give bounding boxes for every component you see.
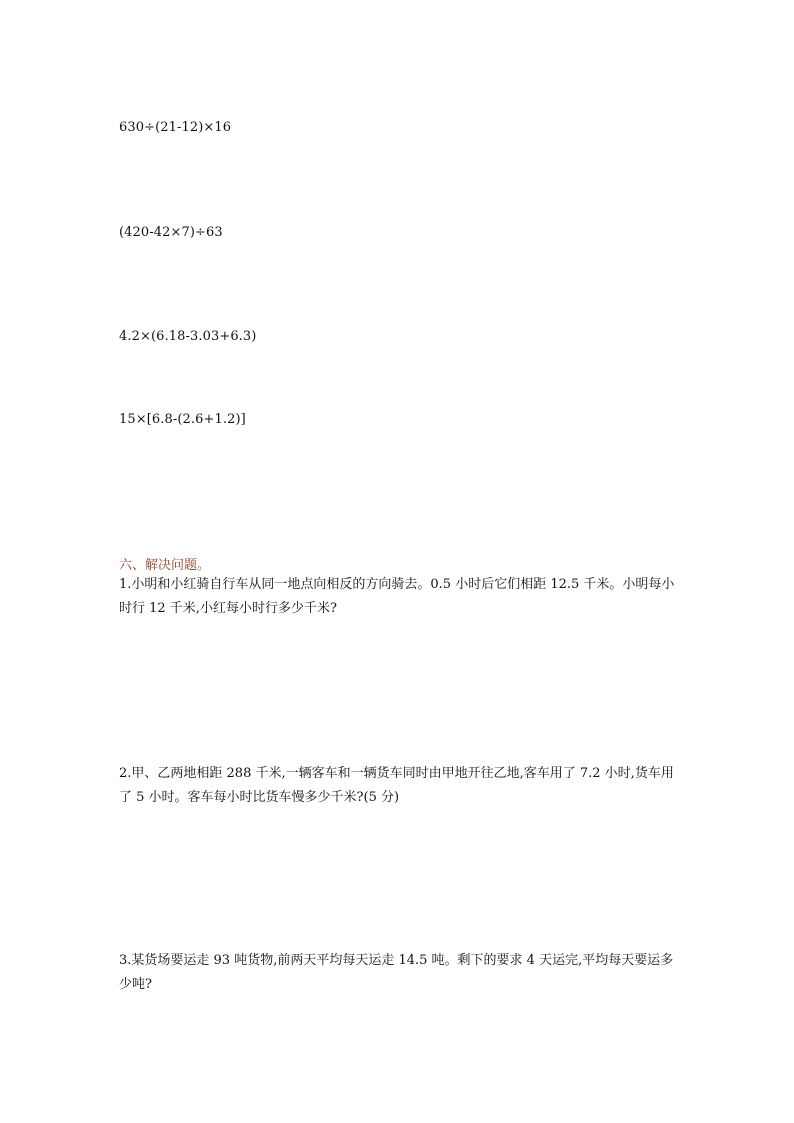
expression-2: (420-42×7)÷63: [119, 225, 223, 240]
expression-4: 15×[6.8-(2.6+1.2)]: [119, 412, 246, 427]
problem-1: 1.小明和小红骑自行车从同一地点向相反的方向骑去。0.5 小时后它们相距 12.5 千米。小明每小时行 12 千米,小红每小时行多少千米?: [119, 577, 675, 616]
problem-2: 2.甲、乙两地相距 288 千米,一辆客车和一辆货车同时由甲地开往乙地,客车用了 7.2 小时,货车用了 5 小时。客车每小时比货车慢多少千米?(5 分): [119, 766, 674, 805]
problem-3: 3.某货场要运走 93 吨货物,前两天平均每天运走 14.5 吨。剩下的要求 4 天运完,平均每天要运多少吨?: [119, 953, 674, 992]
expression-3: 4.2×(6.18-3.03+6.3): [119, 329, 257, 344]
expression-1: 630÷(21-12)×16: [119, 120, 232, 135]
section-title: 六、解决问题。: [119, 558, 211, 573]
